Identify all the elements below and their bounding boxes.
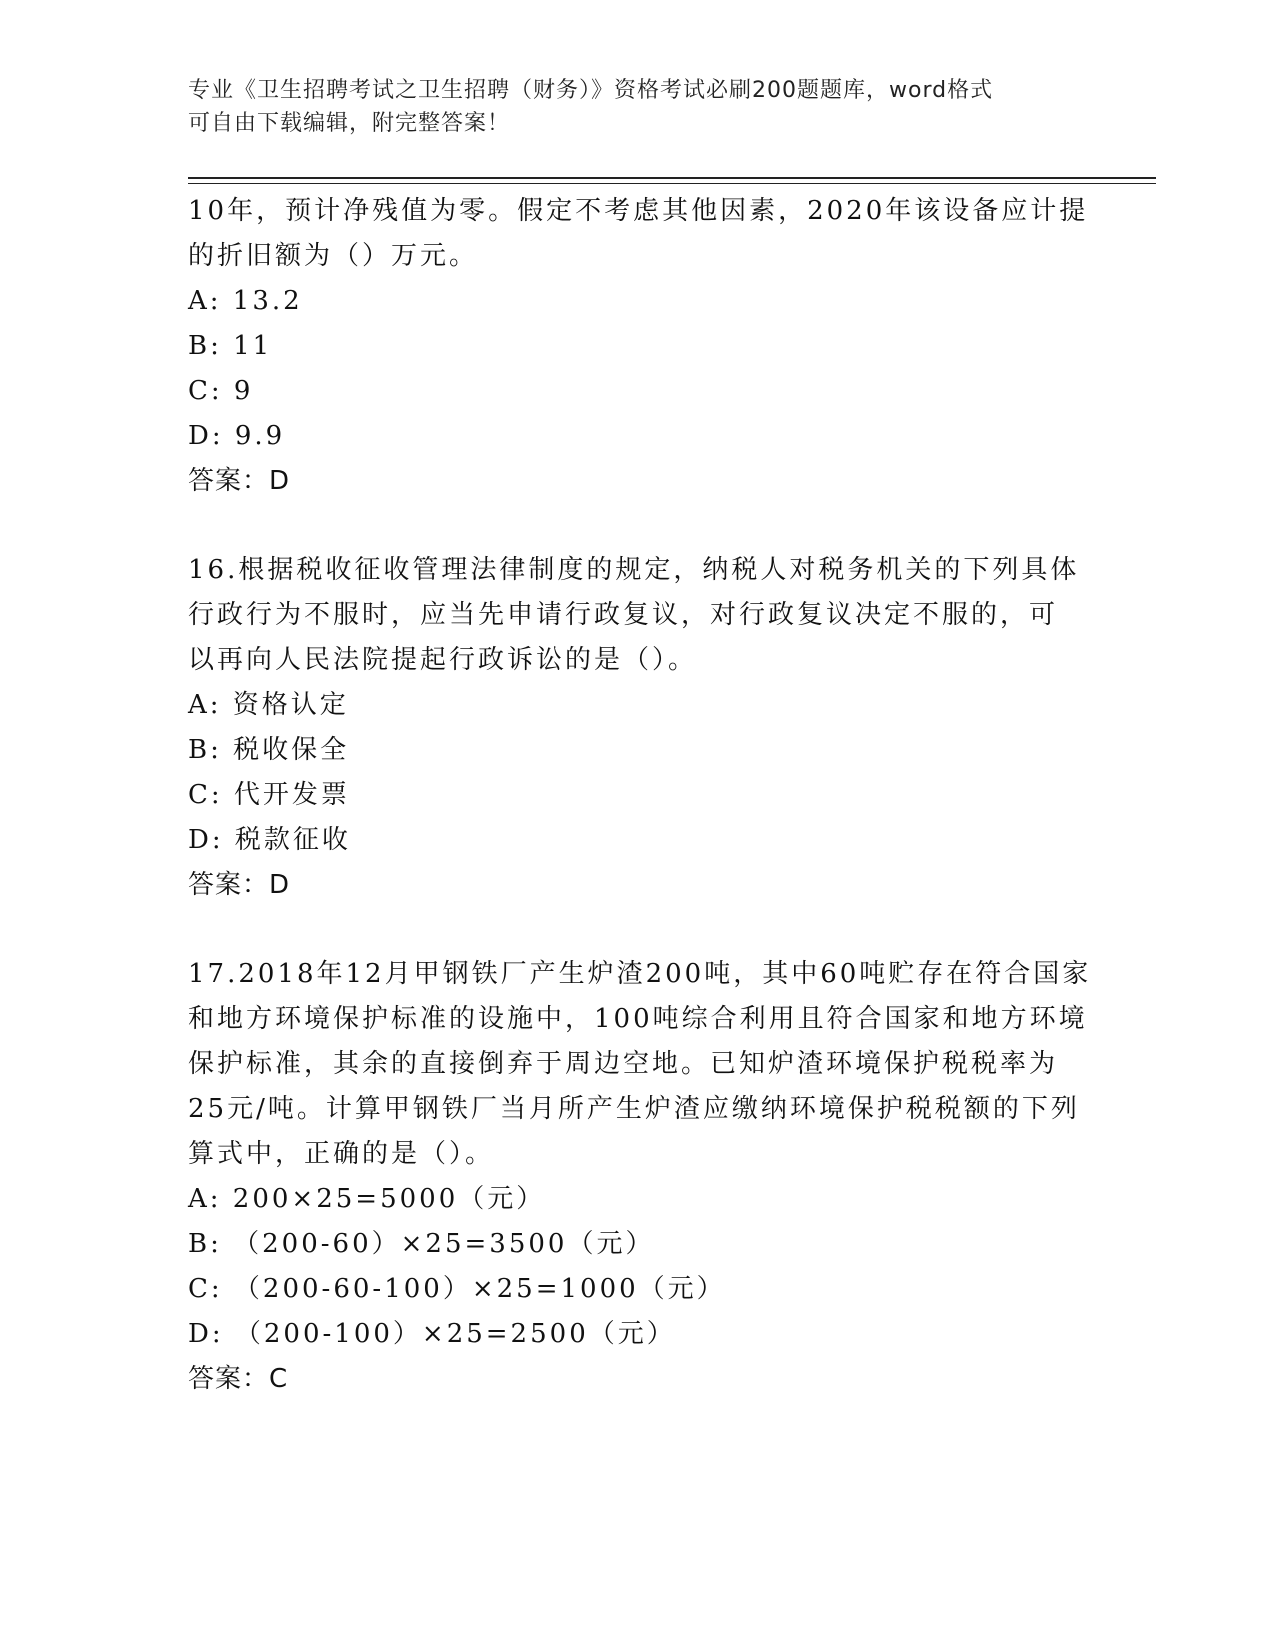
question-17-stem-line-2: 和地方环境保护标准的设施中，100吨综合利用且符合国家和地方环境 — [188, 1004, 1088, 1034]
question-15-option-b: B: 11 — [188, 331, 273, 361]
question-16-answer: 答案：D — [188, 870, 291, 900]
question-17-stem-line-4: 25元/吨。计算甲钢铁厂当月所产生炉渣应缴纳环境保护税税额的下列 — [188, 1094, 1080, 1124]
question-15-stem-line-1: 10年，预计净残值为零。假定不考虑其他因素，2020年该设备应计提 — [188, 196, 1089, 226]
header-divider-thin — [188, 183, 1156, 184]
question-16-option-d: D: 税款征收 — [188, 825, 351, 855]
question-16-option-a: A: 资格认定 — [188, 690, 349, 720]
question-17-stem-line-5: 算式中，正确的是（）。 — [188, 1139, 495, 1169]
question-17-option-a: A: 200×25=5000（元） — [188, 1184, 546, 1214]
question-15-stem-line-2: 的折旧额为（）万元。 — [188, 241, 479, 271]
question-17-option-b: B: （200-60）×25=3500（元） — [188, 1229, 655, 1259]
question-16-stem-line-2: 行政行为不服时，应当先申请行政复议，对行政复议决定不服的，可 — [188, 600, 1059, 630]
question-16-option-c: C: 代开发票 — [188, 780, 350, 810]
document-header — [188, 74, 1068, 140]
question-15-block — [188, 189, 1088, 504]
document-body — [188, 189, 1092, 1402]
question-17-answer: 答案：C — [188, 1364, 289, 1394]
question-16-stem-line-3: 以再向人民法院提起行政诉讼的是（）。 — [188, 645, 698, 675]
question-15-option-c: C: 9 — [188, 376, 254, 406]
question-17-stem-line-3: 保护标准，其余的直接倒弃于周边空地。已知炉渣环境保护税税率为 — [188, 1049, 1059, 1079]
question-15-option-a: A: 13.2 — [188, 286, 303, 316]
question-17-option-d: D: （200-100）×25=2500（元） — [188, 1319, 676, 1349]
header-title-line-1: 专业《卫生招聘考试之卫生招聘（财务）》资格考试必刷200题题库，word格式 — [188, 78, 994, 103]
question-16-block — [188, 548, 1088, 908]
question-15-answer: 答案：D — [188, 466, 291, 496]
question-17-block — [188, 952, 1092, 1402]
question-17-stem-line-1: 17.2018年12月甲钢铁厂产生炉渣200吨，其中60吨贮存在符合国家 — [188, 959, 1092, 989]
question-15-option-d: D: 9.9 — [188, 421, 286, 451]
header-divider-thick — [188, 177, 1156, 179]
question-spacer — [188, 908, 1088, 952]
question-17-option-c: C: （200-60-100）×25=1000（元） — [188, 1274, 726, 1304]
header-title-line-2: 可自由下载编辑，附完整答案！ — [188, 111, 511, 136]
question-16-stem-line-1: 16.根据税收征收管理法律制度的规定，纳税人对税务机关的下列具体 — [188, 555, 1080, 585]
question-spacer — [188, 504, 1088, 548]
question-16-option-b: B: 税收保全 — [188, 735, 350, 765]
